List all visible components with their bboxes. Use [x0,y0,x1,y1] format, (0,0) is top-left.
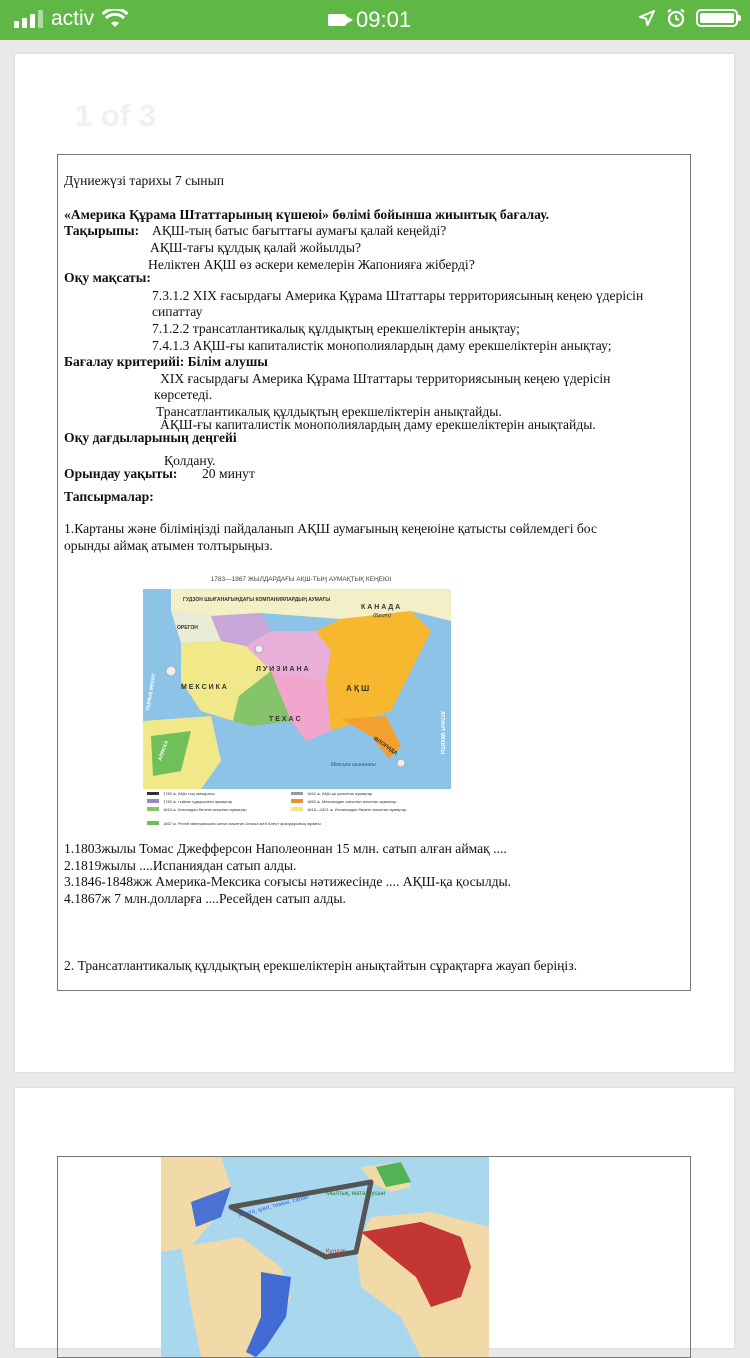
map-label-mexico: М Е К С И К А [181,684,227,691]
criterion-3: АҚШ-ғы капиталистік монополиялардың даму ерекшеліктерін анықтайды. [160,417,596,432]
question-1: 1.1803жылы Томас Джефферсон Наполеоннан 15 млн. сатып алған аймақ .... [64,841,507,856]
screen-recording-icon [328,14,346,26]
location-arrow-icon [638,9,656,27]
topic-1: АҚШ-тың батыс бағыттағы аумағы қалай кеңейді? [152,223,447,238]
map-label-atlantic: АТЛАНТ МҰХИТЫ [439,711,445,755]
battery-icon [696,9,738,27]
map-label-florida: ФЛОРИДА [371,735,399,757]
carrier-name: activ [51,7,95,30]
status-bar [0,0,750,40]
map-label-raw-materials: Мақта, қант, темекі, сабан [237,1194,310,1219]
map-label-slaves: Құлдар [326,1249,347,1255]
topic-label: Тақырыпы: [64,223,140,238]
transatlantic-trade-map [161,1157,489,1357]
topic-2: АҚШ-тағы құлдық қалай жойылды? [150,240,361,255]
map-legend-7: 1818—1821 ж. Испаниядан бөлініп алынған аумақтар [307,807,407,812]
map-legend-1: 1783 ж. АҚШ-тың шекарасы [163,791,215,796]
map-label-alaska: АЛЯСКА [157,739,171,762]
subject-line: Дүниежүзі тарихы 7 сынып [64,173,224,188]
map-label-brit: (Брит) [373,613,391,619]
map-label-louisiana: Л У И З И А Н А [256,666,309,673]
criterion-1: XIX ғасырдағы Америка Құрама Штаттары территориясының кеңею үдерісін [160,371,611,386]
objectives-label: Оқу мақсаты: [64,270,151,285]
document-page-2[interactable] [15,1088,734,1348]
objective-1: 7.3.1.2 XIX ғасырдағы Америка Құрама Штаттары территориясының кеңею үдерісін [152,288,644,303]
skills-value: Қолдану. [164,453,216,468]
map-legend-4: 1867 ж. Ресей империясына сатып алынған Аляска мен Алеут аралдарының аумағы [163,821,321,826]
signal-icon [14,10,43,28]
map-label-pacific: ТЫНЫҚ МҰХИТ [145,673,158,712]
usa-expansion-map [141,571,461,833]
tasks-label: Тапсырмалар: [64,489,154,504]
time-label: Орындау уақыты: [64,466,178,481]
task-2: 2. Трансатлантикалық құлдықтың ерекшеліктерін анықтайтын сұрақтарға жауап беріңіз. [64,958,577,973]
objective-2: 7.1.2.2 трансатлантикалық құлдықтың ерекшеліктерін анықтау; [152,321,520,336]
document-page-1[interactable] [15,54,734,1072]
map-label-goods: Мылтық, мата, сусын [326,1191,386,1197]
map-legend-2: 1783 ж. тыйым тудырылған аумақтар [163,799,233,804]
map-label-canada: К А Н А Д А [361,604,401,611]
map-label-texas: Т Е Х А С [269,716,301,723]
map-label-hudson: ГУДЗОН ШЫҒАНАҒЫНДАҒЫ КОМПАНИЯЛАРДЫҢ АУМАҒЫ [183,597,331,603]
map-legend-6: 1853 ж. Мексикадан сатылып алынған аумақтар [307,799,397,804]
criteria-label: Бағалау критерийі: Білім алушы [64,354,268,369]
topic-3: Неліктен АҚШ өз әскери кемелерін Жапонияға жіберді? [148,257,475,272]
time-value: 20 минут [202,466,255,481]
question-3: 3.1846-1848жж Америка-Мексика соғысы нәтижесінде .... АҚШ-қа қосылды. [64,874,512,889]
task-1-line-1: 1.Картаны және біліміңізді пайдаланып АҚШ аумағының кеңеюіне қатысты сөйлемдегі бос [64,521,597,536]
objective-3: 7.4.1.3 АҚШ-ғы капиталистік монополиялардың даму ерекшеліктерін анықтау; [152,338,612,353]
document-title: «Америка Құрама Штаттарының күшеюі» бөлімі бойынша жиынтық бағалау. [64,207,550,222]
objective-1-cont: сипаттау [152,304,203,319]
wifi-icon [102,9,128,29]
page-2-frame [57,1156,691,1358]
map-title: 1783—1867 ЖЫЛДАРДАҒЫ АҚШ-ТЫҢ АУМАҚТЫҚ КЕҢЕЮІ [210,576,392,583]
map-label-gulf: Мексика шығанағы [331,762,376,768]
assessment-document [57,154,691,991]
map-legend-5: 1842 ж. АҚШ-қа қосылған аумақтар [307,791,373,796]
criterion-1-cont: көрсетеді. [154,387,213,402]
alarm-icon [666,8,686,28]
map-label-usa: А Қ Ш [346,684,370,693]
question-2: 2.1819жылы ....Испаниядан сатып алды. [64,858,297,873]
question-4: 4.1867ж 7 млн.долларға ....Ресейден сатып алды. [64,891,346,906]
clock: 09:01 [356,7,412,32]
task-1-line-2: орынды аймақ атымен толтырыңыз. [64,538,273,553]
page-indicator: 1 of 3 [75,98,156,133]
criterion-2: Трансатлантикалық құлдықтың ерекшеліктерін анықтайды. [156,404,502,419]
skills-label: Оқу дағдыларының деңгейі [64,430,237,445]
map-legend-3: 1818 ж. Англиядан бөлініп алынған аумақтар [163,807,247,812]
map-label-oregon: ОРЕГОН [177,625,198,631]
